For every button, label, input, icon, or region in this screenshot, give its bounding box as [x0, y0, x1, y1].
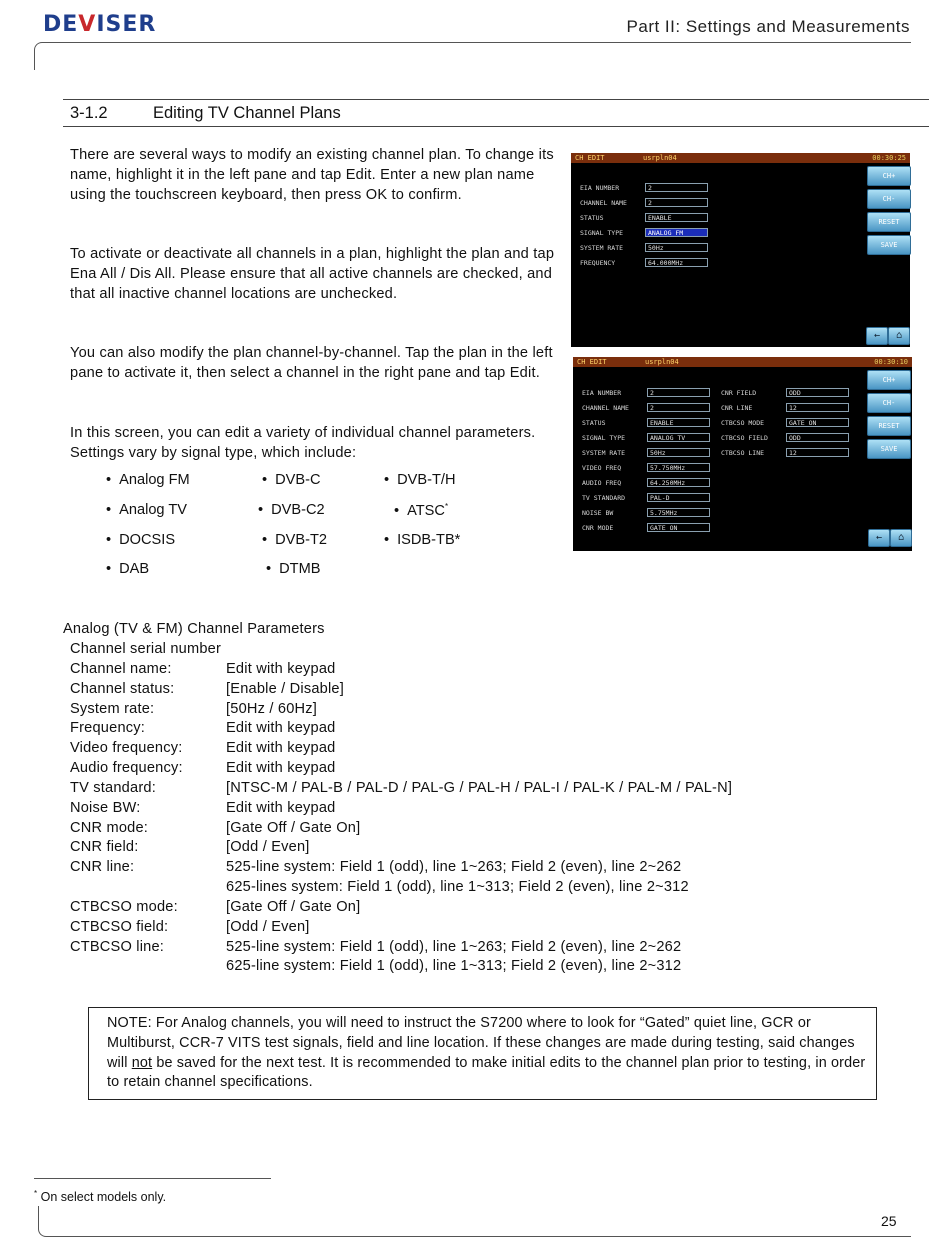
param-value: [Odd / Even]: [226, 839, 310, 855]
field-label: CTBCSO LINE: [721, 449, 765, 457]
screen-plan-name: usrpln04: [645, 358, 679, 366]
status-field[interactable]: ENABLE: [647, 418, 710, 427]
field-label: STATUS: [582, 419, 606, 427]
status-field[interactable]: ENABLE: [645, 213, 708, 222]
field-label: FREQUENCY: [580, 259, 616, 267]
field-label: CTBCSO FIELD: [721, 434, 768, 442]
field-label: SIGNAL TYPE: [580, 229, 624, 237]
field-label: SYSTEM RATE: [580, 244, 624, 252]
home-icon[interactable]: ⌂: [890, 529, 912, 547]
param-name: TV standard:: [70, 780, 156, 796]
ctbcso-line-field[interactable]: 12: [786, 448, 849, 457]
audio-freq-field[interactable]: 64.250MHz: [647, 478, 710, 487]
header-divider: [34, 42, 911, 70]
field-label: CHANNEL NAME: [582, 404, 629, 412]
screen-title-bar: [571, 153, 910, 163]
field-label: CNR MODE: [582, 524, 614, 532]
page-number: 25: [881, 1213, 897, 1229]
tv-standard-field[interactable]: PAL-D: [647, 493, 710, 502]
param-name: Video frequency:: [70, 740, 183, 756]
screen-clock: 00:30:25: [872, 154, 906, 162]
ch-minus-button[interactable]: CH-: [867, 189, 911, 209]
header-title: Part II: Settings and Measurements: [626, 17, 910, 36]
list-item: • DVB-C2: [258, 502, 325, 518]
back-arrow-icon[interactable]: ←: [866, 327, 888, 345]
ctbcso-field-field[interactable]: ODD: [786, 433, 849, 442]
param-value: 625-line system: Field 1 (odd), line 1~313; Field 2 (even), line 2~312: [226, 958, 682, 974]
ctbcso-mode-field[interactable]: GATE ON: [786, 418, 849, 427]
param-name: Audio frequency:: [70, 760, 183, 776]
param-name: System rate:: [70, 701, 155, 717]
param-name: Frequency:: [70, 720, 146, 736]
param-value: 525-line system: Field 1 (odd), line 1~263; Field 2 (even), line 2~262: [226, 859, 682, 875]
channel-name-field[interactable]: 2: [645, 198, 708, 207]
list-item: • DOCSIS: [106, 532, 175, 548]
signal-type-field[interactable]: ANALOG TV: [647, 433, 710, 442]
param-name: Noise BW:: [70, 800, 141, 816]
params-intro: Channel serial number: [70, 641, 222, 657]
cnr-mode-field[interactable]: GATE ON: [647, 523, 710, 532]
system-rate-field[interactable]: 50Hz: [647, 448, 710, 457]
param-name: CTBCSO line:: [70, 939, 165, 955]
field-label: CNR LINE: [721, 404, 753, 412]
list-item: • ISDB-TB*: [384, 532, 460, 548]
param-value: Edit with keypad: [226, 800, 336, 816]
field-label: EIA NUMBER: [582, 389, 622, 397]
list-item: • DVB-T/H: [384, 472, 455, 488]
param-name: Channel name:: [70, 661, 172, 677]
field-label: SIGNAL TYPE: [582, 434, 626, 442]
ch-plus-button[interactable]: CH+: [867, 166, 911, 186]
params-heading: Analog (TV & FM) Channel Parameters: [63, 621, 325, 637]
list-item: • DTMB: [266, 561, 320, 577]
reset-button[interactable]: RESET: [867, 212, 911, 232]
param-value: Edit with keypad: [226, 720, 336, 736]
param-value: [50Hz / 60Hz]: [226, 701, 318, 717]
field-label: NOISE BW: [582, 509, 614, 517]
ch-plus-button[interactable]: CH+: [867, 370, 911, 390]
param-value: 625-lines system: Field 1 (odd), line 1~313; Field 2 (even), line 2~312: [226, 879, 689, 895]
list-item: • Analog FM: [106, 472, 190, 488]
cnr-line-field[interactable]: 12: [786, 403, 849, 412]
noise-bw-field[interactable]: 5.75MHz: [647, 508, 710, 517]
param-value: Edit with keypad: [226, 661, 336, 677]
param-name: CNR field:: [70, 839, 139, 855]
param-name: CTBCSO field:: [70, 919, 169, 935]
footer-divider: [38, 1206, 911, 1237]
paragraph: You can also modify the plan channel-by-channel. Tap the plan in the left pane to activate it, then select a channel in the right pane and tap Edit.: [70, 345, 553, 381]
field-label: VIDEO FREQ: [582, 464, 622, 472]
field-label: CTBCSO MODE: [721, 419, 765, 427]
list-item: • DVB-T2: [262, 532, 327, 548]
param-value: Edit with keypad: [226, 740, 336, 756]
channel-name-field[interactable]: 2: [647, 403, 710, 412]
ch-edit-screenshot-fm: [571, 153, 910, 347]
param-value: [Odd / Even]: [226, 919, 310, 935]
param-value: [Gate Off / Gate On]: [226, 899, 361, 915]
paragraph: There are several ways to modify an existing channel plan. To change its name, highlight it in the left pane and tap Edit. Enter a new plan name using the touchscreen keyboard, then press OK to confirm.: [70, 147, 554, 203]
param-value: [NTSC-M / PAL-B / PAL-D / PAL-G / PAL-H / PAL-I / PAL-K / PAL-M / PAL-N]: [226, 780, 733, 796]
deviser-logo: DEVISER: [43, 12, 157, 37]
field-label: TV STANDARD: [582, 494, 626, 502]
paragraph: To activate or deactivate all channels in a plan, highlight the plan and tap Ena All / Dis All. Please ensure that all active channels are checked, and that all inactive channel locations are unchecked.: [70, 246, 555, 302]
param-name: Channel status:: [70, 681, 175, 697]
param-name: CTBCSO mode:: [70, 899, 178, 915]
eia-number-field[interactable]: 2: [645, 183, 708, 192]
note-emphasis: not: [131, 1054, 153, 1071]
section-title: Editing TV Channel Plans: [153, 104, 341, 122]
param-name: CNR mode:: [70, 820, 149, 836]
frequency-field[interactable]: 64.000MHz: [645, 258, 708, 267]
paragraph: In this screen, you can edit a variety of individual channel parameters. Settings vary by signal type, which include:: [70, 425, 536, 461]
cnr-field-field[interactable]: ODD: [786, 388, 849, 397]
param-value: [Gate Off / Gate On]: [226, 820, 361, 836]
back-arrow-icon[interactable]: ←: [868, 529, 890, 547]
field-label: CHANNEL NAME: [580, 199, 627, 207]
field-label: STATUS: [580, 214, 604, 222]
signal-type-select[interactable]: ANALOG FM: [645, 228, 708, 237]
home-icon[interactable]: ⌂: [888, 327, 910, 345]
save-button[interactable]: SAVE: [867, 235, 911, 255]
param-value: 525-line system: Field 1 (odd), line 1~263; Field 2 (even), line 2~262: [226, 939, 682, 955]
param-value: Edit with keypad: [226, 760, 336, 776]
screen-title: CH EDIT: [577, 358, 607, 366]
screen-clock: 00:30:10: [874, 358, 908, 366]
field-label: EIA NUMBER: [580, 184, 620, 192]
param-name: CNR line:: [70, 859, 135, 875]
system-rate-field[interactable]: 50Hz: [645, 243, 708, 252]
footnote-rule: [34, 1178, 271, 1179]
list-item: • DVB-C: [262, 472, 321, 488]
footnote: * On select models only.: [34, 1189, 167, 1205]
list-item: • Analog TV: [106, 502, 187, 518]
screen-plan-name: usrpln04: [643, 154, 677, 162]
reset-button[interactable]: RESET: [867, 416, 911, 436]
save-button[interactable]: SAVE: [867, 439, 911, 459]
note-text: NOTE: For Analog channels, you will need to instruct the S7200 where to look for “Gated” quiet line, GCR or Multiburst, CCR-7 VITS test signals, field and line location. If these changes are made during testing, said changes will not be saved for the next test. It is recommended to make initial edits to the channel plan prior to testing, in order to retain channel specifications.: [107, 1015, 866, 1091]
ch-edit-screenshot-tv: [573, 357, 912, 551]
param-value: [Enable / Disable]: [226, 681, 344, 697]
ch-minus-button[interactable]: CH-: [867, 393, 911, 413]
list-item: • DAB: [106, 561, 149, 577]
field-label: AUDIO FREQ: [582, 479, 622, 487]
field-label: SYSTEM RATE: [582, 449, 626, 457]
eia-number-field[interactable]: 2: [647, 388, 710, 397]
section-number: 3-1.2: [70, 104, 108, 122]
video-freq-field[interactable]: 57.750MHz: [647, 463, 710, 472]
list-item: • ATSC*: [394, 502, 448, 519]
screen-title: CH EDIT: [575, 154, 605, 162]
field-label: CNR FIELD: [721, 389, 757, 397]
screen-title-bar: [573, 357, 912, 367]
